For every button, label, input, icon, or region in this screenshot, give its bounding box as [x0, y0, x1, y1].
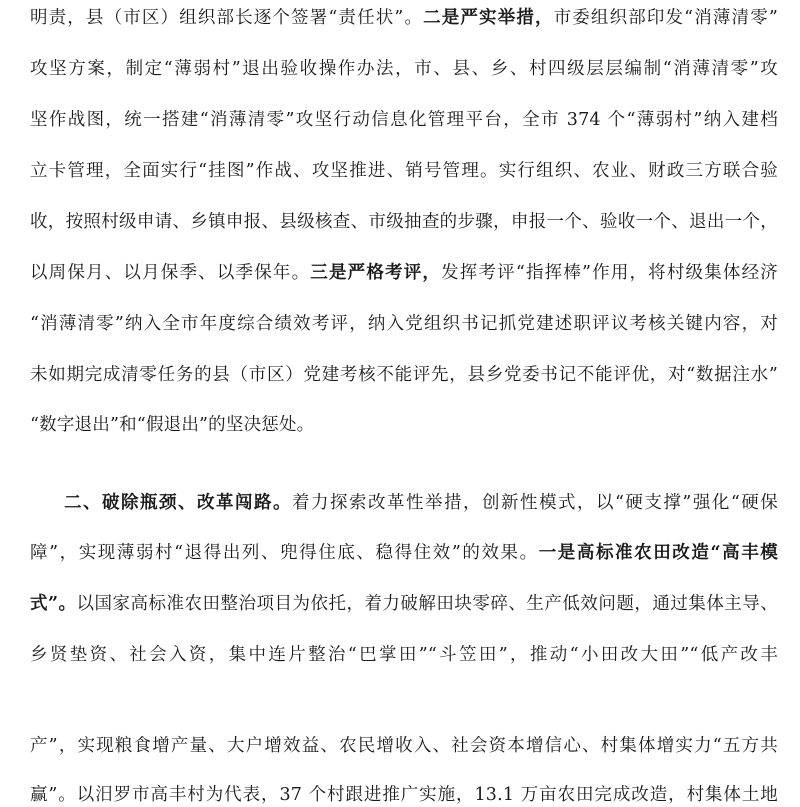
text-line-10 [64, 491, 778, 515]
text-line-13 [30, 643, 778, 667]
text-run: “数字退出”和“假退出”的坚决惩处。 [30, 415, 315, 435]
text-line-8 [30, 363, 778, 387]
bold-text-run: 三是严格考评， [310, 263, 442, 283]
bold-text-run: 式”。 [30, 594, 77, 614]
text-line-6 [30, 261, 778, 285]
text-run: “消薄清零”纳入全市年度综合绩效考评，纳入党组织书记抓党建述职评议考核关键内容，对 [30, 314, 778, 334]
text-line-2 [30, 57, 778, 81]
text-run: 以周保月、以月保季、以季保年。 [30, 263, 311, 283]
text-run: 产”，实现粮食增产量、大户增效益、农民增收入、社会资本增信心、村集体增实力“五方共 [30, 736, 778, 756]
text-line-15 [30, 783, 778, 807]
text-line-3 [30, 108, 778, 132]
text-line-11 [30, 541, 778, 565]
text-run: 未如期完成清零任务的县（市区）党建考核不能评先，县乡党委书记不能评优，对“数据注水” [30, 365, 778, 385]
text-run: 明责，县（市区）组织部长逐个签署“责任状”。 [30, 8, 424, 28]
text-run: 乡贤垫资、社会入资，集中连片整治“巴掌田”“斗笠田”，推动“小田改大田”“低产改丰 [30, 645, 778, 665]
text-run: 市委组织部印发“消薄清零” [553, 8, 778, 28]
text-run: 坚作战图，统一搭建“消薄清零”攻坚行动信息化管理平台，全市 374 个“薄弱村”纳入建档 [30, 110, 778, 130]
text-line-1 [30, 6, 778, 30]
text-line-12 [30, 592, 778, 616]
text-run: 发挥考评“指挥棒”作用，将村级集体经济 [441, 263, 778, 283]
text-run: 着力探索改革性举措，创新性模式，以“硬支撑”强化“硬保 [291, 493, 778, 513]
text-run: 收，按照村级申请、乡镇申报、县级核查、市级抽查的步骤，申报一个、验收一个、退出一个， [30, 212, 778, 232]
bold-text-run: 二、破除瓶颈、改革闯路。 [64, 493, 292, 513]
text-run: 以国家高标准农田整治项目为依托，着力破解田块零碎、生产低效问题，通过集体主导、 [76, 594, 778, 614]
bold-text-run: 二是严实举措， [423, 8, 554, 28]
text-line-7 [30, 312, 778, 336]
text-run: 攻坚方案，制定“薄弱村”退出验收操作办法，市、县、乡、村四级层层编制“消薄清零”攻 [30, 59, 778, 79]
text-line-4 [30, 159, 778, 183]
text-run: 立卡管理，全面实行“挂图”作战、攻坚推进、销号管理。实行组织、农业、财政三方联合验 [30, 161, 778, 181]
text-run: 赢”。以汨罗市高丰村为代表，37 个村跟进推广实施，13.1 万亩农田完成改造，村集体土地 [30, 785, 778, 805]
text-line-5 [30, 210, 778, 234]
bold-text-run: 一是高标准农田改造“高丰模 [538, 543, 778, 563]
text-line-14 [30, 734, 778, 758]
text-line-9 [30, 413, 778, 437]
text-run: 障”，实现薄弱村“退得出列、兜得住底、稳得住效”的效果。 [30, 543, 539, 563]
